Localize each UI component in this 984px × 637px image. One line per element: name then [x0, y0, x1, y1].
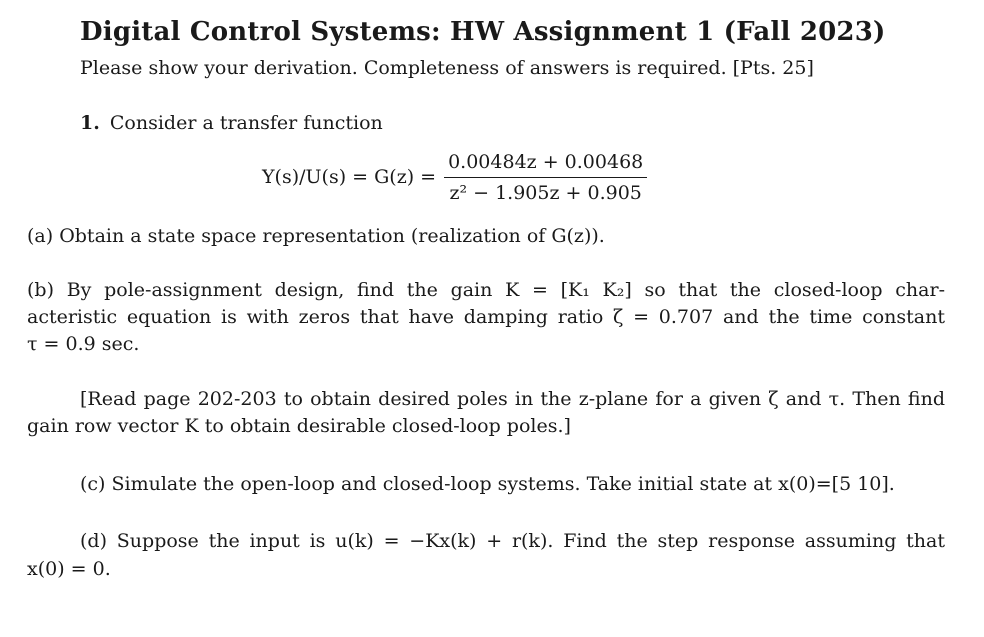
problem-1-intro-text: Consider a transfer function	[109, 112, 383, 134]
part-b-line-1: (b) By pole-assignment design, find the gain K = [K₁ K₂] so that the closed-loop char-	[27, 279, 945, 301]
problem-number: 1.	[80, 112, 100, 134]
reading-note-line-1: [Read page 202-203 to obtain desired poles in the z-plane for a given ζ and τ. Then find	[80, 388, 945, 410]
problem-1-intro	[80, 112, 383, 134]
instructions: Please show your derivation. Completeness of answers is required. [Pts. 25]	[80, 57, 814, 79]
equation-numerator: 0.00484z + 0.00468	[444, 151, 647, 178]
part-d-line-1: (d) Suppose the input is u(k) = −Kx(k) + r(k). Find the step response assuming that	[80, 530, 945, 552]
equation-fraction	[444, 151, 647, 204]
equation-denominator: z² − 1.905z + 0.905	[449, 181, 642, 204]
part-a: (a) Obtain a state space representation (realization of G(z)).	[27, 225, 605, 247]
part-c: (c) Simulate the open-loop and closed-loop systems. Take initial state at x(0)=[5 10].	[80, 473, 895, 495]
part-b-line-2: acteristic equation is with zeros that have damping ratio ζ = 0.707 and the time constant	[27, 306, 945, 328]
part-b-line-3: τ = 0.9 sec.	[27, 333, 140, 355]
part-d-line-2: x(0) = 0.	[27, 558, 111, 580]
page-title: Digital Control Systems: HW Assignment 1 (Fall 2023)	[80, 17, 886, 47]
reading-note-line-2: gain row vector K to obtain desirable closed-loop poles.]	[27, 415, 571, 437]
equation-lhs: Y(s)/U(s) = G(z) =	[262, 166, 437, 188]
transfer-function-equation	[262, 146, 647, 208]
